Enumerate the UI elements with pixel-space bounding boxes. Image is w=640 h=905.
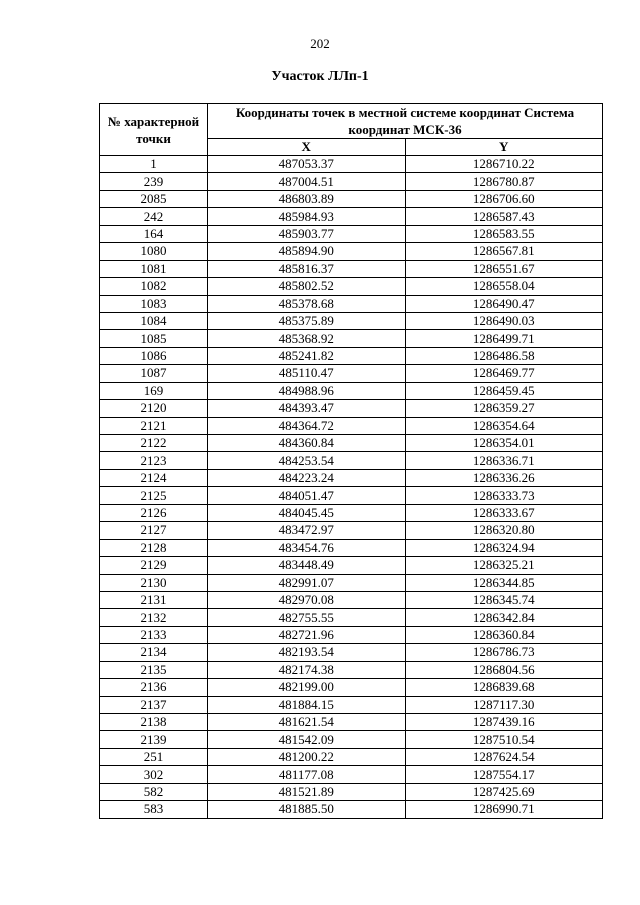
cell-y: 1286786.73	[405, 644, 603, 661]
cell-y: 1287425.69	[405, 783, 603, 800]
table-row	[100, 504, 603, 521]
cell-x: 487053.37	[208, 156, 406, 173]
table-row	[100, 365, 603, 382]
cell-y: 1287117.30	[405, 696, 603, 713]
table-row	[100, 330, 603, 347]
cell-point-number: 1081	[100, 260, 208, 277]
cell-point-number: 2127	[100, 522, 208, 539]
cell-y: 1286459.45	[405, 382, 603, 399]
cell-point-number: 2126	[100, 504, 208, 521]
cell-x: 481621.54	[208, 714, 406, 731]
cell-x: 484393.47	[208, 400, 406, 417]
cell-y: 1287624.54	[405, 748, 603, 765]
table-row	[100, 783, 603, 800]
cell-y: 1286344.85	[405, 574, 603, 591]
cell-y: 1286990.71	[405, 801, 603, 818]
table-row	[100, 487, 603, 504]
cell-x: 482991.07	[208, 574, 406, 591]
cell-point-number: 2138	[100, 714, 208, 731]
cell-x: 483454.76	[208, 539, 406, 556]
cell-x: 483448.49	[208, 557, 406, 574]
table-row	[100, 243, 603, 260]
cell-x: 481884.15	[208, 696, 406, 713]
cell-x: 487004.51	[208, 173, 406, 190]
table-row	[100, 801, 603, 818]
table-row	[100, 173, 603, 190]
cell-y: 1286558.04	[405, 278, 603, 295]
table-row	[100, 278, 603, 295]
cell-y: 1286333.73	[405, 487, 603, 504]
cell-point-number: 2132	[100, 609, 208, 626]
cell-y: 1286583.55	[405, 225, 603, 242]
cell-y: 1286780.87	[405, 173, 603, 190]
cell-point-number: 1083	[100, 295, 208, 312]
cell-point-number: 2120	[100, 400, 208, 417]
cell-y: 1286354.64	[405, 417, 603, 434]
cell-point-number: 2139	[100, 731, 208, 748]
cell-point-number: 2121	[100, 417, 208, 434]
table-row	[100, 522, 603, 539]
table-row	[100, 156, 603, 173]
table-row	[100, 626, 603, 643]
table-row	[100, 591, 603, 608]
cell-point-number: 582	[100, 783, 208, 800]
cell-x: 484051.47	[208, 487, 406, 504]
table-row	[100, 190, 603, 207]
cell-point-number: 2125	[100, 487, 208, 504]
cell-y: 1286320.80	[405, 522, 603, 539]
cell-point-number: 2131	[100, 591, 208, 608]
cell-x: 482755.55	[208, 609, 406, 626]
cell-x: 481521.89	[208, 783, 406, 800]
cell-x: 484360.84	[208, 435, 406, 452]
cell-point-number: 169	[100, 382, 208, 399]
cell-point-number: 1086	[100, 347, 208, 364]
cell-x: 485894.90	[208, 243, 406, 260]
cell-y: 1286359.27	[405, 400, 603, 417]
cell-y: 1286839.68	[405, 679, 603, 696]
cell-x: 485903.77	[208, 225, 406, 242]
cell-y: 1286567.81	[405, 243, 603, 260]
cell-point-number: 2135	[100, 661, 208, 678]
header-point-number: № характерной точки	[100, 104, 208, 156]
cell-point-number: 2130	[100, 574, 208, 591]
table-row	[100, 696, 603, 713]
table-row	[100, 748, 603, 765]
cell-x: 484988.96	[208, 382, 406, 399]
cell-point-number: 583	[100, 801, 208, 818]
cell-y: 1286804.56	[405, 661, 603, 678]
table-row	[100, 661, 603, 678]
cell-point-number: 251	[100, 748, 208, 765]
cell-y: 1286333.67	[405, 504, 603, 521]
cell-point-number: 1085	[100, 330, 208, 347]
cell-point-number: 2124	[100, 469, 208, 486]
cell-x: 485378.68	[208, 295, 406, 312]
cell-point-number: 302	[100, 766, 208, 783]
table-row	[100, 260, 603, 277]
table-row	[100, 382, 603, 399]
cell-x: 483472.97	[208, 522, 406, 539]
cell-x: 481542.09	[208, 731, 406, 748]
table-row	[100, 609, 603, 626]
table-row	[100, 574, 603, 591]
cell-y: 1286469.77	[405, 365, 603, 382]
table-row	[100, 644, 603, 661]
header-row-1	[100, 104, 603, 139]
table-row	[100, 714, 603, 731]
cell-y: 1286490.03	[405, 312, 603, 329]
cell-y: 1286325.21	[405, 557, 603, 574]
table-row	[100, 557, 603, 574]
cell-x: 485802.52	[208, 278, 406, 295]
cell-x: 481200.22	[208, 748, 406, 765]
cell-y: 1286551.67	[405, 260, 603, 277]
header-coordinate-system: Координаты точек в местной системе координат Система координат МСК-36	[208, 104, 603, 139]
table-row	[100, 539, 603, 556]
cell-y: 1286360.84	[405, 626, 603, 643]
cell-x: 482193.54	[208, 644, 406, 661]
table-row	[100, 225, 603, 242]
cell-point-number: 164	[100, 225, 208, 242]
table-row	[100, 452, 603, 469]
cell-point-number: 1087	[100, 365, 208, 382]
cell-point-number: 239	[100, 173, 208, 190]
cell-y: 1287510.54	[405, 731, 603, 748]
cell-y: 1286354.01	[405, 435, 603, 452]
cell-x: 481177.08	[208, 766, 406, 783]
cell-x: 484364.72	[208, 417, 406, 434]
cell-y: 1286499.71	[405, 330, 603, 347]
cell-x: 482174.38	[208, 661, 406, 678]
cell-x: 485241.82	[208, 347, 406, 364]
table-row	[100, 435, 603, 452]
cell-y: 1287554.17	[405, 766, 603, 783]
cell-point-number: 2134	[100, 644, 208, 661]
table-row	[100, 469, 603, 486]
table-header	[100, 104, 603, 156]
table-row	[100, 295, 603, 312]
cell-y: 1286490.47	[405, 295, 603, 312]
cell-point-number: 2137	[100, 696, 208, 713]
cell-y: 1286336.71	[405, 452, 603, 469]
cell-y: 1286486.58	[405, 347, 603, 364]
table-row	[100, 417, 603, 434]
cell-x: 482721.96	[208, 626, 406, 643]
cell-y: 1286324.94	[405, 539, 603, 556]
cell-point-number: 2128	[100, 539, 208, 556]
table-row	[100, 731, 603, 748]
cell-y: 1286710.22	[405, 156, 603, 173]
section-title: Участок ЛЛп-1	[271, 69, 369, 84]
table-row	[100, 766, 603, 783]
table-row	[100, 347, 603, 364]
cell-x: 484253.54	[208, 452, 406, 469]
cell-point-number: 2129	[100, 557, 208, 574]
cell-y: 1287439.16	[405, 714, 603, 731]
cell-point-number: 242	[100, 208, 208, 225]
cell-y: 1286706.60	[405, 190, 603, 207]
header-x: X	[208, 139, 406, 156]
page-number: 202	[310, 36, 330, 51]
cell-x: 482970.08	[208, 591, 406, 608]
cell-x: 485368.92	[208, 330, 406, 347]
table-row	[100, 208, 603, 225]
table-row	[100, 312, 603, 329]
cell-point-number: 2123	[100, 452, 208, 469]
cell-x: 485984.93	[208, 208, 406, 225]
table-body	[100, 156, 603, 819]
cell-point-number: 2133	[100, 626, 208, 643]
cell-x: 485110.47	[208, 365, 406, 382]
cell-point-number: 1084	[100, 312, 208, 329]
table-row	[100, 679, 603, 696]
cell-x: 485816.37	[208, 260, 406, 277]
cell-point-number: 1082	[100, 278, 208, 295]
cell-point-number: 1	[100, 156, 208, 173]
cell-x: 481885.50	[208, 801, 406, 818]
header-y: Y	[405, 139, 603, 156]
coordinates-table	[99, 103, 603, 819]
cell-x: 484223.24	[208, 469, 406, 486]
table-row	[100, 400, 603, 417]
cell-y: 1286336.26	[405, 469, 603, 486]
cell-y: 1286342.84	[405, 609, 603, 626]
cell-point-number: 2122	[100, 435, 208, 452]
cell-y: 1286587.43	[405, 208, 603, 225]
cell-point-number: 1080	[100, 243, 208, 260]
cell-y: 1286345.74	[405, 591, 603, 608]
cell-x: 484045.45	[208, 504, 406, 521]
cell-x: 482199.00	[208, 679, 406, 696]
cell-point-number: 2085	[100, 190, 208, 207]
cell-point-number: 2136	[100, 679, 208, 696]
cell-x: 485375.89	[208, 312, 406, 329]
cell-x: 486803.89	[208, 190, 406, 207]
